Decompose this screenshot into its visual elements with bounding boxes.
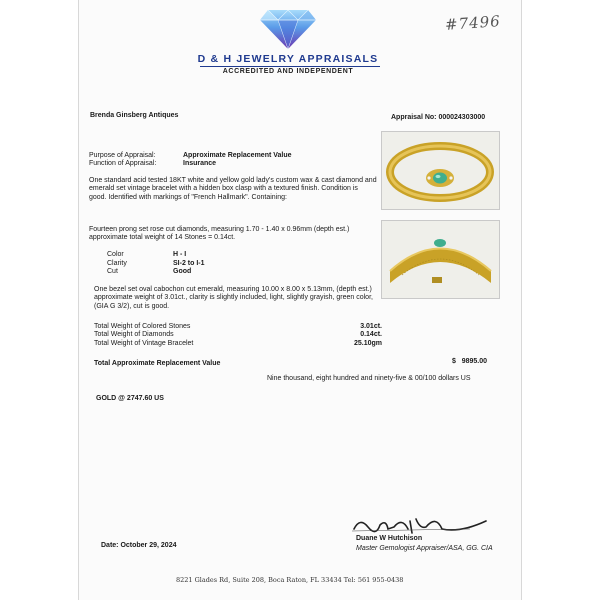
spec-label: Clarity [107, 259, 127, 267]
spec-label: Cut [107, 268, 118, 276]
total-row [94, 323, 382, 331]
diamond-specs [107, 251, 205, 277]
purpose-labels [89, 152, 156, 169]
total-label: Total Weight of Vintage Bracelet [94, 339, 194, 347]
company-name: D & H JEWELRY APPRAISALS [197, 53, 379, 65]
emerald-description: One bezel set oval cabochon cut emerald, measuring 10.00 x 8.00 x 5.13mm, (depth est.) approximate weight of 3.01ct., clarity is slightly included, light, slightly grayish, green color, (GIA G 3/2), cut is good. [94, 286, 373, 310]
handwritten-signature [350, 509, 490, 537]
total-row [94, 340, 382, 348]
gold-price: GOLD @ 2747.60 US [96, 395, 164, 402]
total-row [94, 331, 382, 339]
company-address: 8221 Glades Rd, Suite 208, Boca Raton, FL 33434 Tel: 561 955-0438 [176, 576, 404, 584]
purpose-values [183, 152, 292, 169]
company-divider [200, 66, 380, 67]
total-value: 3.01ct. [360, 323, 382, 330]
total-label: Total Weight of Colored Stones [94, 323, 191, 330]
appraisal-number: Appraisal No: 000024303000 [391, 114, 486, 121]
spec-row-clarity [107, 260, 205, 269]
replacement-value: $ 9895.00 [452, 358, 488, 365]
weight-totals [94, 323, 382, 348]
spec-label: Color [107, 251, 124, 258]
signer-title: Master Gemologist Appraiser/ASA, GG. CIA [356, 545, 493, 552]
replacement-label: Total Approximate Replacement Value [94, 360, 221, 367]
company-tagline: ACCREDITED AND INDEPENDENT [222, 68, 354, 75]
replacement-words: Nine thousand, eight hundred and ninety-five & 00/100 dollars US [267, 375, 471, 382]
spec-row-color [107, 251, 205, 260]
bracelet-photo-top [381, 131, 500, 210]
purpose-value: Approximate Replacement Value [183, 152, 292, 159]
function-value: Insurance [183, 160, 217, 168]
total-value: 25.10gm [353, 339, 382, 347]
total-value: 0.14ct. [360, 331, 382, 339]
client-name: Brenda Ginsberg Antiques [90, 112, 179, 119]
spec-value: SI-2 to I-1 [173, 259, 205, 267]
handwritten-number: #7496 [444, 12, 502, 34]
item-description: One standard acid tested 18KT white and yellow gold lady's custom wax & cast diamond and emerald set vintage bracelet with a hidden box clasp with a textured finish. Condition is good. Identified with markings of "French Hallmark". Containing: [89, 177, 377, 201]
diamond-gem-icon [258, 8, 318, 50]
spec-row-cut [107, 268, 205, 277]
spec-value: H - I [173, 251, 187, 258]
spec-value: Good [173, 268, 192, 276]
function-label: Function of Appraisal: [89, 160, 157, 168]
bracelet-photo-bottom [381, 220, 500, 299]
diamond-description: Fourteen prong set rose cut diamonds, measuring 1.70 - 1.40 x 0.96mm (depth est.) approximate total weight of 14 Stones = 0.14ct. [89, 226, 350, 242]
purpose-label: Purpose of Appraisal: [89, 152, 156, 159]
appraisal-date: Date: October 29, 2024 [101, 542, 177, 549]
signer-name: Duane W Hutchison [356, 535, 423, 542]
total-label: Total Weight of Diamonds [94, 331, 174, 339]
